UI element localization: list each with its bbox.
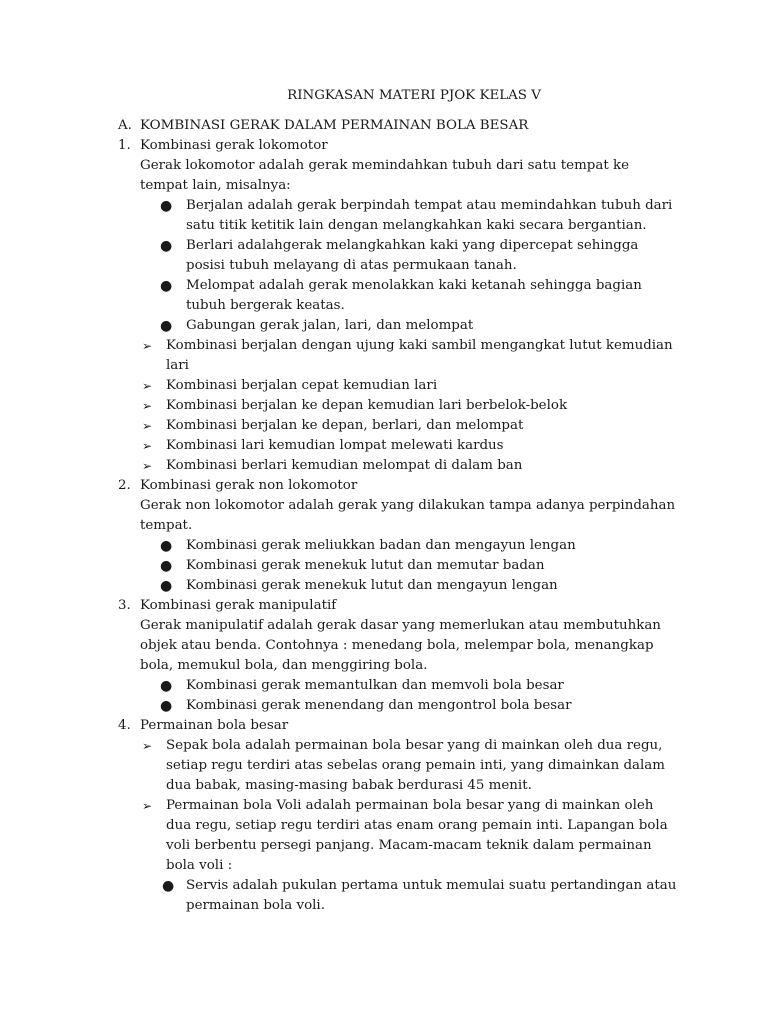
bullet-item <box>118 316 680 336</box>
arrow-item <box>118 796 680 876</box>
arrow-item <box>118 396 680 416</box>
arrow-text: Permainan bola Voli adalah permainan bola besar yang di mainkan oleh dua regu, setiap regu terdiri atas enam orang pemain inti. Lapangan bola voli berbentu persegi panjang. Macam-macam teknik dalam permainan bola voli : <box>166 798 668 873</box>
arrow-icon: ➢ <box>142 439 153 453</box>
item-4-heading <box>118 716 680 736</box>
bullet-item <box>118 676 680 696</box>
item-4-number: 4. <box>118 718 131 733</box>
section-a-heading <box>118 116 680 136</box>
bullet-item <box>118 276 680 316</box>
arrow-item <box>118 436 680 456</box>
bullet-icon: ● <box>160 698 173 714</box>
item-3-number: 3. <box>118 598 131 613</box>
arrow-icon: ➢ <box>142 339 153 353</box>
item-2-title: Kombinasi gerak non lokomotor <box>140 478 358 493</box>
item-2-paragraph: Gerak non lokomotor adalah gerak yang dilakukan tampa adanya perpindahan tempat. <box>140 498 676 533</box>
bullet-icon: ● <box>160 318 173 334</box>
bullet-text: Gabungan gerak jalan, lari, dan melompat <box>186 318 474 333</box>
bullet-item <box>118 196 680 236</box>
arrow-icon: ➢ <box>142 739 153 753</box>
arrow-text: Sepak bola adalah permainan bola besar yang di mainkan oleh dua regu, setiap regu terdiri atas sebelas orang pemain inti, yang dimainkan dalam dua babak, masing-masing babak berdurasi 45 menit. <box>166 738 665 793</box>
bullet-text: Kombinasi gerak menendang dan mengontrol bola besar <box>186 698 572 713</box>
bullet-item <box>118 576 680 596</box>
section-marker: A. <box>118 118 132 133</box>
arrow-text: Kombinasi lari kemudian lompat melewati kardus <box>166 438 504 453</box>
bullet-text: Kombinasi gerak memantulkan dan memvoli bola besar <box>186 678 564 693</box>
bullet-icon: ● <box>160 238 173 254</box>
bullet-item <box>118 876 680 916</box>
bullet-icon: ● <box>160 678 173 694</box>
item-1-number: 1. <box>118 138 131 153</box>
arrow-icon: ➢ <box>142 399 153 413</box>
bullet-text: Berjalan adalah gerak berpindah tempat atau memindahkan tubuh dari satu titik ketitik lain dengan melangkahkan kaki secara bergantian. <box>186 198 673 233</box>
bullet-icon: ● <box>160 538 173 554</box>
bullet-text: Kombinasi gerak menekuk lutut dan memutar badan <box>186 558 545 573</box>
arrow-item <box>118 416 680 436</box>
arrow-icon: ➢ <box>142 379 153 393</box>
bullet-icon: ● <box>162 878 175 894</box>
arrow-item <box>118 456 680 476</box>
bullet-item <box>118 696 680 716</box>
bullet-item <box>118 556 680 576</box>
bullet-text: Berlari adalahgerak melangkahkan kaki yang dipercepat sehingga posisi tubuh melayang di atas permukaan tanah. <box>186 238 639 273</box>
arrow-text: Kombinasi berjalan cepat kemudian lari <box>166 378 438 393</box>
item-4-title: Permainan bola besar <box>140 718 289 733</box>
bullet-text: Servis adalah pukulan pertama untuk memulai suatu pertandingan atau permainan bola voli. <box>186 878 677 913</box>
bullet-text: Melompat adalah gerak menolakkan kaki ketanah sehingga bagian tubuh bergerak keatas. <box>186 278 642 313</box>
bullet-icon: ● <box>160 278 173 294</box>
arrow-icon: ➢ <box>142 419 153 433</box>
bullet-item <box>118 236 680 276</box>
arrow-item <box>118 736 680 796</box>
item-1-paragraph: Gerak lokomotor adalah gerak memindahkan tubuh dari satu tempat ke tempat lain, misalnya: <box>140 158 630 193</box>
arrow-item <box>118 376 680 396</box>
arrow-icon: ➢ <box>142 459 153 473</box>
bullet-item <box>118 536 680 556</box>
bullet-icon: ● <box>160 578 173 594</box>
item-3-title: Kombinasi gerak manipulatif <box>140 598 337 613</box>
arrow-text: Kombinasi berjalan ke depan kemudian lari berbelok-belok <box>166 398 568 413</box>
bullet-icon: ● <box>160 198 173 214</box>
item-3-heading <box>118 596 680 616</box>
arrow-text: Kombinasi berjalan dengan ujung kaki sambil mengangkat lutut kemudian lari <box>166 338 673 373</box>
arrow-icon: ➢ <box>142 799 153 813</box>
item-2-heading <box>118 476 680 496</box>
item-1-heading <box>118 136 680 156</box>
bullet-text: Kombinasi gerak menekuk lutut dan mengayun lengan <box>186 578 558 593</box>
item-3-paragraph: Gerak manipulatif adalah gerak dasar yang memerlukan atau membutuhkan objek atau benda. Contohnya : menedang bola, melempar bola, menangkap bola, memukul bola, dan menggiring bola. <box>140 618 661 673</box>
document-title: RINGKASAN MATERI PJOK KELAS V <box>287 88 541 103</box>
item-2-number: 2. <box>118 478 131 493</box>
bullet-text: Kombinasi gerak meliukkan badan dan mengayun lengan <box>186 538 576 553</box>
section-text: KOMBINASI GERAK DALAM PERMAINAN BOLA BESAR <box>140 118 529 133</box>
bullet-icon: ● <box>160 558 173 574</box>
arrow-text: Kombinasi berjalan ke depan, berlari, dan melompat <box>166 418 524 433</box>
item-1-title: Kombinasi gerak lokomotor <box>140 138 328 153</box>
arrow-text: Kombinasi berlari kemudian melompat di dalam ban <box>166 458 523 473</box>
arrow-item <box>118 336 680 376</box>
